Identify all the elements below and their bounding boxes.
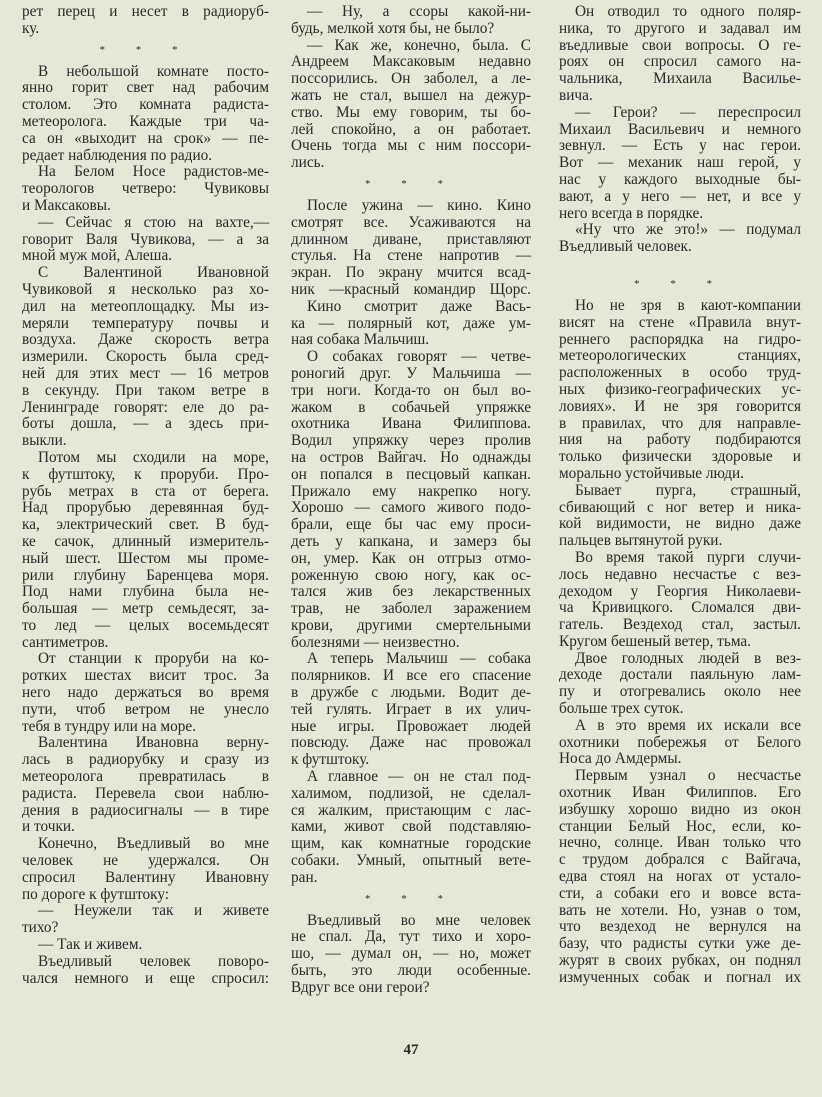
text-line: Ленинграде говорят: еле до ра- <box>22 398 269 416</box>
text-line: Въедливый во мне человек <box>307 911 531 929</box>
text-line: С Валентиной Ивановной <box>38 264 269 282</box>
text-line: говорит Валя Чувикова, — а за <box>22 230 269 248</box>
paragraph <box>22 903 269 937</box>
text-line: повсюду. Даже нас провожал <box>291 734 531 752</box>
text-line: рубь метрах в ста от берега. <box>22 482 269 500</box>
text-line: Под нами глубина была не- <box>22 583 269 601</box>
text-line: большая — метр семьдесят, за- <box>22 600 269 618</box>
text-line: — Ну, а ссоры какой-ни- <box>307 3 531 20</box>
text-line: шо, — думал он, — но, может <box>291 945 531 963</box>
text-line: что вездеход не вернулся на <box>559 918 801 936</box>
text-line: с трудом добрался с Вайгача, <box>559 851 801 869</box>
text-line: висят на стене «Правила внут- <box>559 313 801 331</box>
text-line: лей спокойно, а он работает. <box>291 120 531 138</box>
text-line: Но не зря в кают-компании <box>575 296 801 314</box>
text-line: вают, а у него — нет, и все у <box>559 187 801 205</box>
text-line: меряли температуру почвы и <box>22 314 269 332</box>
text-line: смотрят все. Усаживаются на <box>291 213 531 231</box>
text-line: ку. <box>22 19 40 37</box>
text-column-middle <box>291 4 531 997</box>
section-separator: * * * <box>365 177 457 190</box>
text-line: болезнями — неизвестно. <box>291 633 460 651</box>
text-line: деть у капкана, и замерз бы <box>291 532 531 550</box>
text-line: только физически здоровые и <box>559 448 801 466</box>
text-line: мной муж мой, Алеша. <box>22 247 173 265</box>
text-line: Прижало ему накрепко ногу. <box>291 482 531 500</box>
text-line: ней для этих мест — 16 метров <box>22 364 269 382</box>
paragraph <box>291 769 531 887</box>
text-line: ке сачок, длинный измеритель- <box>22 532 269 550</box>
text-line: ка, электрический свет. В буд- <box>22 516 269 534</box>
text-line: ная собака Мальчиш. <box>291 331 430 349</box>
text-line: трав, не заболел заражением <box>291 600 531 618</box>
text-line: ный шест. Шестом мы проме- <box>22 549 269 567</box>
text-line: Въедливый человек. <box>559 238 692 256</box>
text-line: После ужина — кино. Кино <box>307 196 531 214</box>
text-line: Очень тогда мы с ним поссори- <box>291 137 531 155</box>
text-line: реннего распорядка на гидро- <box>559 330 801 348</box>
text-line: тался жив без лекарственных <box>291 583 531 601</box>
text-line: вича. <box>559 86 593 104</box>
blank-space <box>559 256 801 272</box>
page-number: 47 <box>403 1042 419 1058</box>
text-line: нечно, солнце. Иван только что <box>559 834 801 852</box>
paragraph <box>291 4 531 38</box>
text-line: пути, чтоб ветром не унесло <box>22 700 269 718</box>
text-line: ловиях». И не зря говорится <box>559 397 801 415</box>
text-line: к футштоку. <box>291 751 370 769</box>
text-line: охотник Иван Филиппов. Его <box>559 784 801 802</box>
text-line: ные игры. Провожает людей <box>291 717 531 735</box>
text-line: рет перец и несет в радиоруб- <box>22 3 269 20</box>
text-line: На Белом Носе радистов-ме- <box>38 163 269 181</box>
text-line: тебя в тундру или на море. <box>22 717 197 735</box>
text-line: кой видимости, не видно даже <box>559 515 801 533</box>
text-line: ных физико-географических ус- <box>559 380 801 398</box>
text-line: лось недавно несчастье с вез- <box>559 565 801 583</box>
text-line: на остров Вайгач. Но однажды <box>291 448 531 466</box>
text-line: сти, а собаки его и вовсе вста- <box>559 884 801 902</box>
text-line: он попался в песцовый капкан. <box>291 465 531 483</box>
text-line: боты дошла, — а здесь при- <box>22 415 269 433</box>
text-line: охотники побережья от Белого <box>559 733 801 751</box>
text-line: В небольшой комнате посто- <box>38 62 269 80</box>
paragraph <box>559 105 801 223</box>
text-line: Бывает пурга, страшный, <box>575 481 801 499</box>
text-line: не спал. Да, тут тихо и хоро- <box>291 928 531 946</box>
text-line: и Максаковы. <box>22 196 111 214</box>
paragraph <box>22 735 269 836</box>
text-line: деходом у Георгия Николаеви- <box>559 582 801 600</box>
text-line: базу, что радисты сутки уже де- <box>559 935 801 953</box>
text-line: гатель. Вездеход стал, застыл. <box>559 616 801 634</box>
paragraph <box>22 265 269 450</box>
text-line: Андреем Максаковым недавно <box>291 53 531 71</box>
text-line: теорологов четверо: Чувиковы <box>22 180 269 198</box>
text-line: метеоролога превратилась в <box>22 768 269 786</box>
text-line: то лед — целых восемьдесят <box>22 616 269 634</box>
paragraph <box>559 4 801 105</box>
paragraph <box>22 937 269 954</box>
text-line: янно горит свет над рабочим <box>22 79 269 97</box>
text-line: ния на работу подбираются <box>559 431 801 449</box>
text-line: три ноги. Когда-то он был во- <box>291 381 531 399</box>
text-line: больше трех суток. <box>559 700 684 718</box>
text-line: Первым узнал о несчастье <box>575 767 801 785</box>
text-line: измерили. Скорость была сред- <box>22 348 269 366</box>
paragraph <box>291 913 531 997</box>
text-line: жаком в собачьей упряжке <box>291 398 531 416</box>
paragraph <box>559 550 801 651</box>
paragraph <box>291 299 531 349</box>
paragraph <box>291 651 531 769</box>
text-line: Вдруг все они герои? <box>291 978 430 996</box>
text-line: будь, мелкой хотя бы, не было? <box>291 19 495 37</box>
text-line: роях он спросил самого на- <box>559 53 801 71</box>
text-line: быть, это люди особенные. <box>291 962 531 980</box>
paragraph <box>559 718 801 768</box>
text-line: лась в радиорубку и сразу из <box>22 751 269 769</box>
text-line: ками, живот свой подставляю- <box>291 818 531 836</box>
text-line: столом. Это комната радиста- <box>22 96 269 114</box>
text-line: въедливые свои вопросы. О ге- <box>559 36 801 54</box>
text-line: — Как же, конечно, была. С <box>307 36 531 54</box>
text-line: поссорились. Он заболел, а ле- <box>291 70 531 88</box>
text-line: Хорошо — самого живого подо- <box>291 499 531 517</box>
text-line: Михаил Васильевич и немного <box>559 120 801 138</box>
text-line: к футштоку, к проруби. Про- <box>22 465 269 483</box>
text-line: О собаках говорят — четве- <box>307 348 531 366</box>
text-line: Въедливый человек поворо- <box>38 952 269 970</box>
text-line: рили глубину Баренцева моря. <box>22 566 269 584</box>
text-line: измученных собак и погнал их <box>559 968 801 986</box>
text-line: ротких шестах висит трос. За <box>22 667 269 685</box>
text-line: станции Белый Нос, если, ко- <box>559 817 801 835</box>
text-line: пальцев вытянутой руки. <box>559 532 723 550</box>
text-line: брали, еще бы час ему проси- <box>291 516 531 534</box>
text-line: Над прорубью деревянная буд- <box>22 499 269 517</box>
paragraph <box>22 954 269 988</box>
text-column-right <box>559 4 801 987</box>
text-line: тихо? <box>22 919 59 937</box>
text-line: расположенных в особо труд- <box>559 364 801 382</box>
text-line: дил на метеоплощадку. Мы из- <box>22 297 269 315</box>
text-line: радиста. Перевела свои наблю- <box>22 784 269 802</box>
paragraph <box>291 198 531 299</box>
text-line: — Герои? — переспросил <box>575 103 801 121</box>
text-line: ка — полярный кот, даже ум- <box>291 314 531 332</box>
text-line: лись. <box>291 154 325 172</box>
paragraph <box>291 38 531 172</box>
text-line: Он отводил то одного поляр- <box>575 3 801 20</box>
text-line: Валентина Ивановна верну- <box>38 734 269 752</box>
text-line: крови, другими смертельными <box>291 616 531 634</box>
text-line: спросил Валентину Ивановну <box>22 868 269 886</box>
text-line: воздуха. Даже скорость ветра <box>22 331 269 349</box>
text-line: — Сейчас я стою на вахте,— <box>38 213 269 231</box>
text-line: едва стоял на ногах от устало- <box>559 868 801 886</box>
text-line: Вот — механик наш герой, у <box>559 154 801 172</box>
text-line: деходе достали паяльную лам- <box>559 666 801 684</box>
text-column-left <box>22 4 269 987</box>
paragraph <box>22 164 269 214</box>
paragraph <box>559 768 801 986</box>
text-line: роногий друг. У Мальчиша — <box>291 364 531 382</box>
paragraph <box>22 450 269 652</box>
text-line: Конечно, Въедливый во мне <box>38 835 269 853</box>
text-line: метеорологических станциях, <box>559 347 801 365</box>
text-line: — Так и живем. <box>38 936 143 954</box>
paragraph <box>559 651 801 718</box>
text-line: А в это время их искали все <box>575 716 801 734</box>
text-line: Кино смотрит даже Вась- <box>307 297 531 315</box>
text-line: жать не стал, вышел на дежур- <box>291 86 531 104</box>
text-line: чался немного и еще спросил: <box>22 969 269 987</box>
text-line: в правилах, что для направле- <box>559 414 801 432</box>
text-line: полярников. И все его спасение <box>291 667 531 685</box>
text-line: А теперь Мальчиш — собака <box>307 650 531 668</box>
paragraph <box>22 836 269 903</box>
section-separator: * * * <box>365 892 457 905</box>
text-line: ся жалким, пристающим с лас- <box>291 801 531 819</box>
text-line: ство. Мы ему говорим, ты бо- <box>291 103 531 121</box>
text-line: охотника Ивана Филиппова. <box>291 415 531 433</box>
text-line: редает наблюдения по радио. <box>22 146 213 164</box>
text-line: вать не хотели. Но, узнав о том, <box>559 901 801 919</box>
text-line: и точки. <box>22 818 75 836</box>
paragraph <box>559 298 801 483</box>
text-line: собаки. Умный, опытный вете- <box>291 852 531 870</box>
text-line: ча Кривицкого. Сломался дви- <box>559 599 801 617</box>
text-line: него надо держаться во время <box>22 684 269 702</box>
text-line: экран. По экрану мчится всад- <box>291 264 531 282</box>
section-separator: * * * <box>634 277 726 290</box>
text-line: по дороге к футштоку: <box>22 885 170 903</box>
paragraph <box>559 222 801 256</box>
text-line: он, умер. Как он отгрыз отмо- <box>291 549 531 567</box>
text-line: пу и отогревались около нее <box>559 683 801 701</box>
paragraph <box>559 483 801 550</box>
paragraph <box>291 349 531 651</box>
text-line: Чувиковой я несколько раз хо- <box>22 280 269 298</box>
text-line: — Неужели так и живете <box>38 902 269 920</box>
text-line: А главное — он не стал под- <box>307 768 531 786</box>
text-line: роженную свою ногу, как ос- <box>291 566 531 584</box>
text-line: выкли. <box>22 432 67 450</box>
text-line: в дружбе с людьми. Водит де- <box>291 684 531 702</box>
text-line: Двое голодных людей в вез- <box>575 649 801 667</box>
text-line: Потом мы сходили на море, <box>38 448 269 466</box>
text-line: Во время такой пурги случи- <box>575 548 801 566</box>
text-line: в секунду. При таком ветре в <box>22 381 269 399</box>
text-line: чальника, Михаила Василье- <box>559 70 801 88</box>
text-line: нас у каждого выходные бы- <box>559 170 801 188</box>
text-line: избушку хорошо видно из окон <box>559 800 801 818</box>
text-line: метеоролога. Каждые три ча- <box>22 112 269 130</box>
text-line: Водил упряжку через пролив <box>291 432 531 450</box>
text-line: длинном диване, приставляют <box>291 230 531 248</box>
text-line: него всегда в порядке. <box>559 204 704 222</box>
text-line: человек не удержался. Он <box>22 852 269 870</box>
text-line: ник —красный командир Щорс. <box>291 280 531 298</box>
text-line: щим, как комнатные городские <box>291 835 531 853</box>
text-line: зевнул. — Есть у нас герои. <box>559 137 801 155</box>
text-line: журят в своих рубках, он поднял <box>559 952 801 970</box>
text-line: стулья. На стене напротив — <box>291 247 531 265</box>
paragraph <box>22 215 269 265</box>
text-line: тей гулять. Играет в их улич- <box>291 700 531 718</box>
paragraph <box>22 4 269 38</box>
text-line: са он «выходит на срок» — пе- <box>22 129 269 147</box>
text-line: морально устойчивые люди. <box>559 464 744 482</box>
text-line: ника, то другого и задавал им <box>559 19 801 37</box>
text-line: Носа до Амдермы. <box>559 750 682 768</box>
paragraph <box>22 64 269 165</box>
text-line: сбивающий с ног ветер и ника- <box>559 498 801 516</box>
section-separator: * * * <box>99 43 192 56</box>
text-line: Кругом бешеный ветер, тьма. <box>559 632 752 650</box>
text-line: От станции к проруби на ко- <box>38 650 269 668</box>
text-line: дения в радиосигналы — в тире <box>22 801 269 819</box>
text-line: халимом, подлизой, не сделал- <box>291 784 531 802</box>
text-line: сантиметров. <box>22 633 109 651</box>
paragraph <box>22 651 269 735</box>
text-line: ран. <box>291 868 318 886</box>
text-line: «Ну что же это!» — подумал <box>575 221 801 239</box>
